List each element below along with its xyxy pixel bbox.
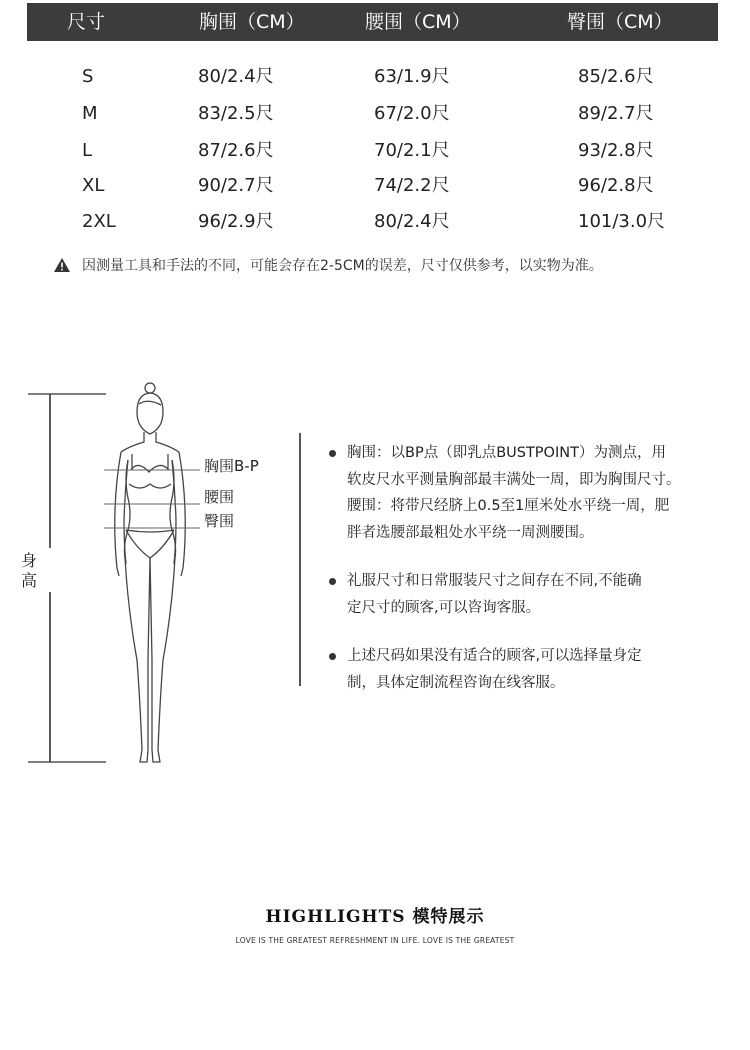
waist-cell: 67/2.0尺 xyxy=(374,103,450,124)
note-text: 因测量工具和手法的不同，可能会存在2-5CM的误差，尺寸仅供参考，以实物为准。 xyxy=(82,258,603,274)
height-label: 身高 xyxy=(20,551,37,590)
header-waist: 腰围（CM） xyxy=(365,11,471,33)
waist-cell: 80/2.4尺 xyxy=(374,211,450,232)
size-cell: XL xyxy=(82,175,105,196)
hip-cell: 93/2.8尺 xyxy=(578,140,654,161)
warning-icon xyxy=(54,258,70,272)
list-item xyxy=(329,643,729,696)
bust-cell: 80/2.4尺 xyxy=(198,66,274,87)
instruction-line: 制，具体定制流程咨询在线客服。 xyxy=(347,674,565,691)
bust-cell: 87/2.6尺 xyxy=(198,140,274,161)
instruction-line: 胸围：以BP点（即乳点BUSTPOINT）为测点，用 xyxy=(347,445,666,461)
instruction-line: 礼服尺寸和日常服装尺寸之间存在不同,不能确 xyxy=(347,573,642,589)
highlights-title: HIGHLIGHTS 模特展示 xyxy=(265,907,485,927)
waist-cell: 63/1.9尺 xyxy=(374,66,450,87)
table-row xyxy=(0,96,750,132)
bust-cell: 83/2.5尺 xyxy=(198,103,274,124)
hip-cell: 101/3.0尺 xyxy=(578,211,666,232)
hip-cell: 96/2.8尺 xyxy=(578,175,654,196)
hip-measure-label: 臀围 xyxy=(204,512,235,530)
header-bust: 胸围（CM） xyxy=(199,11,305,33)
list-item xyxy=(329,568,729,621)
bust-cell: 96/2.9尺 xyxy=(198,211,274,232)
measurement-instructions xyxy=(329,440,729,718)
hip-cell: 89/2.7尺 xyxy=(578,103,654,124)
instruction-line: 胖者选腰部最粗处水平绕一周测腰围。 xyxy=(347,524,594,541)
instruction-line: 上述尺码如果没有适合的顾客,可以选择量身定 xyxy=(347,648,642,664)
instruction-line: 定尺寸的顾客,可以咨询客服。 xyxy=(347,599,541,616)
header-hip: 臀围（CM） xyxy=(567,11,673,33)
highlights-subtitle: LOVE IS THE GREATEST REFRESHMENT IN LIFE. LOVE IS THE GREATEST xyxy=(235,936,515,945)
size-cell: L xyxy=(82,140,93,161)
size-cell: 2XL xyxy=(82,211,116,232)
bust-cell: 90/2.7尺 xyxy=(198,175,274,196)
table-row xyxy=(0,59,750,95)
waist-cell: 74/2.2尺 xyxy=(374,175,450,196)
measurement-note xyxy=(54,255,603,275)
size-cell: S xyxy=(82,66,94,87)
hip-cell: 85/2.6尺 xyxy=(578,66,654,87)
table-row xyxy=(0,204,750,240)
header-size: 尺寸 xyxy=(67,11,106,33)
table-row xyxy=(0,133,750,169)
list-item xyxy=(329,440,729,546)
instruction-line: 软皮尺水平测量胸部最丰满处一周，即为胸围尺寸。 xyxy=(347,471,681,488)
waist-cell: 70/2.1尺 xyxy=(374,140,450,161)
waist-measure-label: 腰围 xyxy=(204,488,235,506)
instruction-line: 腰围：将带尺经脐上0.5至1厘米处水平绕一周，肥 xyxy=(347,498,670,514)
bust-measure-label: 胸围B-P xyxy=(204,457,259,475)
body-figure-diagram xyxy=(20,380,340,780)
divider xyxy=(299,433,301,686)
size-cell: M xyxy=(82,103,98,124)
size-table-header xyxy=(27,3,718,41)
table-row xyxy=(0,168,750,204)
